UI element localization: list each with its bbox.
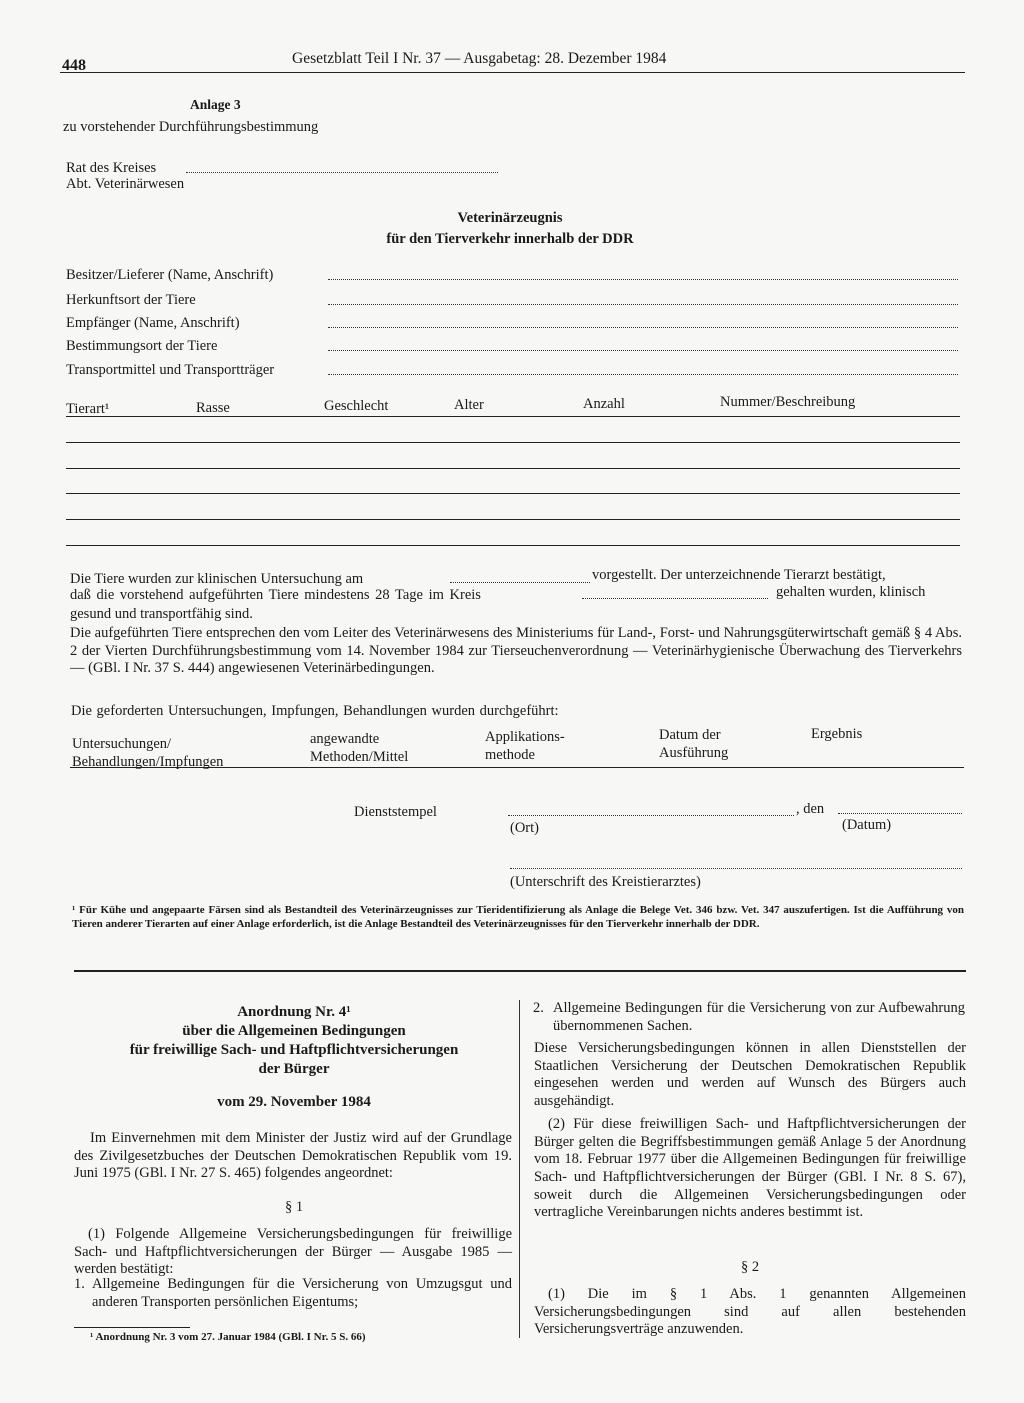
para2: Die aufgeführten Tiere entsprechen den vom Leiter des Veterinärwesens des Ministeriums für Land-, Forst- und Nahrungsgüterwirtschaft gemäß § 4 Abs. 2 der Vierten Durchführungsbestimmung vom 14. November 1984 zur Tierseuchenverordnung — Veterinärhygienische Überwachung des Tierverkehrs — (GBl. I Nr. 37 S. 444) angewiesenen Veterinärbedingungen. [70, 625, 962, 677]
col-rasse: Rasse [196, 400, 230, 416]
anordnung-title-2: über die Allgemeinen Bedingungen [182, 1023, 406, 1039]
section-1-para-1: (1) Folgende Allgemeine Versicherungsbedingungen für freiwillige Sach- und Haftpflichtversicherungen der Bürger — Ausgabe 1985 — werden bestätigt: [74, 1226, 512, 1278]
field-label-transport: Transportmittel und Transportträger [66, 362, 275, 378]
header-rule [60, 72, 965, 73]
certificate-title-2: für den Tierverkehr innerhalb der DDR [386, 231, 634, 247]
certificate-title-1: Veterinärzeugnis [457, 210, 563, 226]
para1-line1-a: Die Tiere wurden zur klinischen Untersuchung am [70, 571, 364, 587]
den-label: , den [796, 801, 825, 817]
certificate-footnote: ¹ Für Kühe und angepaarte Färsen sind als Bestandteil des Veterinärzeugnisses zur Tieridentifizierung als Anlage die Belege Vet. 346 bzw. Vet. 347 auszufertigen. Ist die Aufführung von Tieren anderer Tierarten auf einer Anlage erforderlich, ist die Anlage Bestandteil des Veterinärzeugnisses für den Tierverkehr innerhalb der DDR. [72, 904, 964, 930]
right-para-2: (2) Für diese freiwilligen Sach- und Haftpflichtversicherungen der Bürger gelten die Begriffsbestimmungen gemäß Anlage 5 der Anordnung vom 18. Februar 1977 über die Allgemeinen Bedingungen für freiwillige Sach- und Haftpflichtversicherungen der Bürger (GBl. I Nr. 8 S. 67), soweit durch die Allgemeinen Versicherungsbedingungen oder vertragliche Vereinbarungen nichts anderes bestimmt ist. [534, 1116, 966, 1221]
col-datum-l2: Ausführung [659, 744, 729, 761]
para1-date-dots [450, 582, 590, 583]
para1-line1-b: vorgestellt. Der unterzeichnende Tierarzt bestätigt, [592, 567, 886, 583]
anordnung-footnote: ¹ Anordnung Nr. 3 vom 27. Januar 1984 (GBl. I Nr. 5 S. 66) [90, 1331, 366, 1343]
col-untersuchungen-l2: Behandlungen/Impfungen [72, 753, 224, 770]
item-2-text: Allgemeine Bedingungen für die Versicherung von zur Aufbewahrung übernommenen Sachen. [553, 1000, 965, 1034]
col-datum [659, 727, 728, 762]
col-ergebnis [811, 726, 862, 744]
col-applikation-l2: methode [485, 746, 535, 763]
item-1-text: Allgemeine Bedingungen für die Versicherung von Umzugsgut und anderen Transporten persönlichen Eigentums; [92, 1276, 512, 1310]
para1-line2-a: daß die vorstehend aufgeführten Tiere mindestens 28 Tage im Kreis [70, 587, 481, 603]
col-datum-l1: Datum der [659, 727, 721, 743]
col-geschlecht: Geschlecht [324, 398, 389, 414]
table-rule [66, 493, 960, 494]
field-label-empfaenger: Empfänger (Name, Anschrift) [66, 315, 240, 331]
ort-dots [508, 815, 794, 816]
field-label-herkunftsort: Herkunftsort der Tiere [66, 292, 196, 308]
footnote-rule [74, 1327, 190, 1328]
col-tierart: Tierart¹ [66, 401, 110, 417]
field-line-herkunftsort [328, 304, 958, 305]
col-methoden-l1: angewandte [310, 731, 380, 747]
anlage-subtitle: zu vorstehender Durchführungsbestimmung [63, 119, 319, 135]
anordnung-title-1: Anordnung Nr. 4¹ [237, 1004, 351, 1020]
col-applikation [485, 729, 565, 764]
col-ergebnis-l1: Ergebnis [811, 726, 863, 742]
field-label-bestimmungsort: Bestimmungsort der Tiere [66, 338, 218, 354]
rat-dotted-line [186, 172, 498, 173]
table-rule [66, 442, 960, 443]
anordnung-date: vom 29. November 1984 [217, 1094, 371, 1110]
col-applikation-l1: Applikations- [485, 729, 565, 745]
anordnung-title-4: der Bürger [258, 1061, 330, 1077]
abt-label: Abt. Veterinärwesen [66, 176, 185, 192]
section-2-heading: § 2 [740, 1259, 760, 1275]
table-rule [66, 545, 960, 546]
table2-rule [70, 767, 964, 768]
para1-kreis-dots [582, 598, 768, 599]
anlage-title: Anlage 3 [190, 97, 241, 112]
col-alter: Alter [454, 397, 484, 413]
section-2-para-1: (1) Die im § 1 Abs. 1 genannten Allgemeinen Versicherungsbedingungen sind auf allen bestehenden Versicherungsverträge anzuwenden. [534, 1286, 966, 1338]
field-line-bestimmungsort [328, 350, 958, 351]
section-1-heading: § 1 [284, 1199, 304, 1215]
datum-dots [838, 813, 962, 814]
table-rule [66, 416, 960, 417]
item-1-number: 1. [74, 1276, 85, 1292]
col-untersuchungen-l1: Untersuchungen/ [72, 736, 172, 752]
para3: Die geforderten Untersuchungen, Impfungen, Behandlungen wurden durchgeführt: [71, 703, 559, 719]
anordnung-intro: Im Einvernehmen mit dem Minister der Justiz wird auf der Grundlage des Zivilgesetzbuches der Deutschen Demokratischen Republik vom 19. Juni 1975 (GBl. I Nr. 27 S. 465) folgendes angeordnet: [74, 1130, 512, 1182]
page-number: 448 [62, 57, 86, 74]
col-anzahl: Anzahl [583, 396, 625, 412]
anordnung-title-3: für freiwillige Sach- und Haftpflichtversicherungen [129, 1042, 459, 1058]
datum-caption: (Datum) [842, 817, 892, 833]
field-line-transport [328, 374, 958, 375]
table-rule [66, 468, 960, 469]
item-2-number: 2. [533, 1000, 544, 1016]
field-line-besitzer [328, 279, 958, 280]
table-rule [66, 519, 960, 520]
rat-label: Rat des Kreises [66, 160, 157, 176]
para1-line2-b: gehalten wurden, klinisch [776, 584, 926, 600]
signature-caption: (Unterschrift des Kreistierarztes) [510, 874, 701, 890]
field-line-empfaenger [328, 327, 958, 328]
field-label-besitzer: Besitzer/Lieferer (Name, Anschrift) [66, 267, 274, 283]
right-para-1: Diese Versicherungsbedingungen können in allen Dienststellen der Staatlichen Versicherung der Deutschen Demokratischen Republik eingesehen werden und werden auf Wunsch des Bürgers auch ausgehändigt. [534, 1040, 966, 1110]
para1-line3: gesund und transportfähig sind. [70, 606, 253, 622]
col-nummer: Nummer/Beschreibung [720, 394, 856, 410]
col-methoden [310, 731, 408, 766]
column-divider [519, 1000, 520, 1338]
section-divider [74, 970, 966, 972]
col-methoden-l2: Methoden/Mittel [310, 748, 409, 765]
dienststempel-label: Dienststempel [354, 804, 437, 820]
running-title: Gesetzblatt Teil I Nr. 37 — Ausgabetag: 28. Dezember 1984 [292, 50, 667, 67]
signature-dots [510, 868, 962, 869]
ort-caption: (Ort) [510, 820, 539, 836]
